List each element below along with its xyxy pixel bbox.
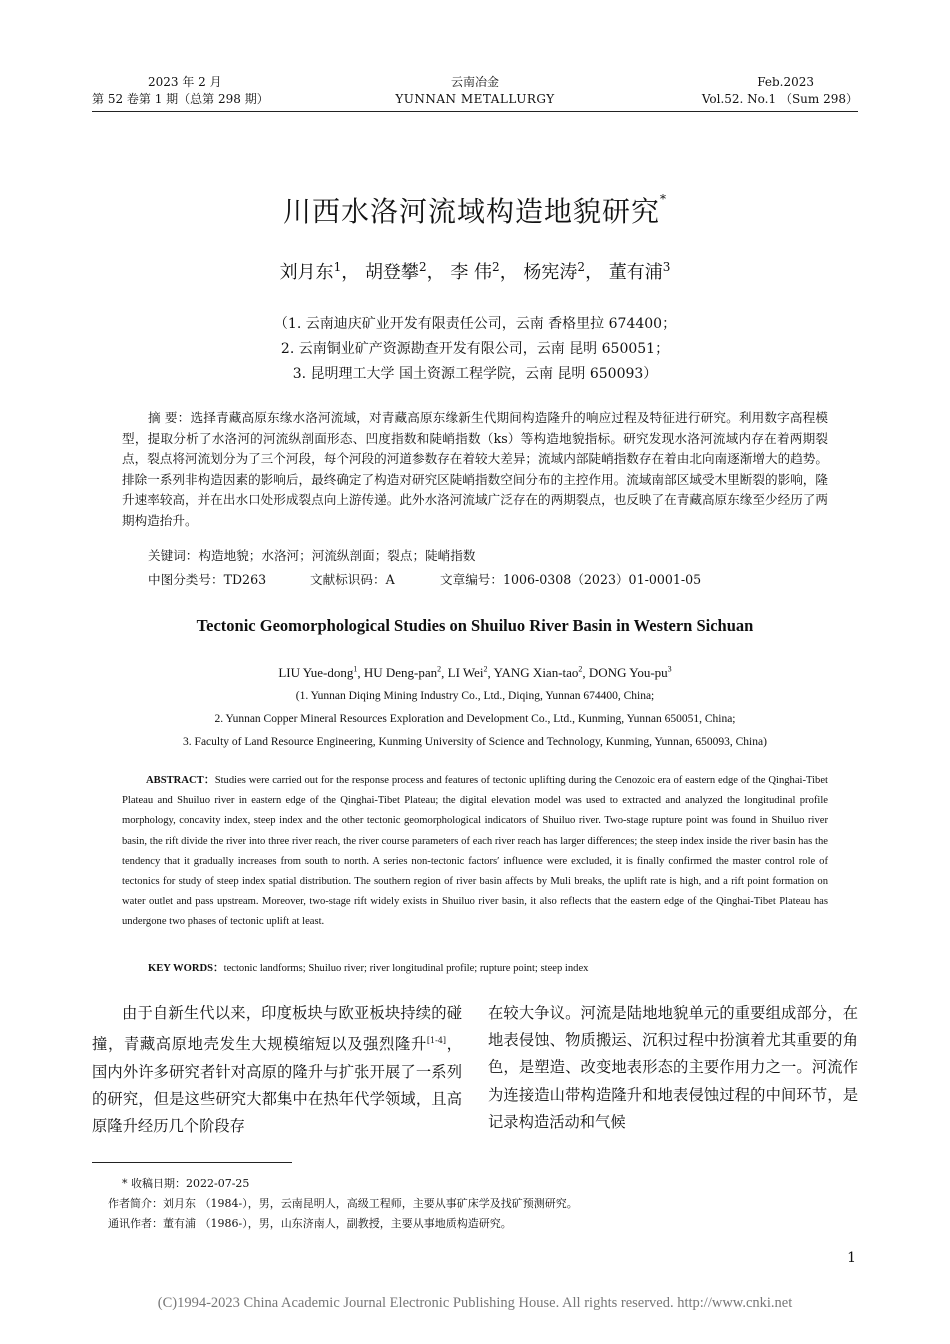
author-en: HU Deng-pan$^2$: [363, 665, 442, 681]
author: 杨宪涛$^2$: [523, 260, 586, 283]
header-volume-en: Vol.52. No.1 （Sum 298）: [701, 92, 858, 106]
keywords-en-text: tectonic landforms; Shuiluo river; river longitudinal profile; rupture point; steep index: [223, 963, 589, 974]
header-issue-en: [558, 74, 858, 108]
title-text: 川西水洛河流域构造地貌研究: [282, 195, 660, 228]
journal-name-cn: 云南冶金: [450, 75, 499, 89]
author: 刘月东$^1$: [279, 260, 342, 283]
body-column-left: [92, 1000, 462, 1140]
article-number-label: 文章编号：: [440, 572, 503, 587]
header-volume-cn: 第 52 卷第 1 期（总第 298 期）: [92, 92, 269, 106]
author: 董有浦$^3$: [608, 260, 671, 283]
english-title: Tectonic Geomorphological Studies on Shuiluo River Basin in Western Sichuan: [196, 616, 754, 635]
english-author-list: LIU Yue-dong$^1$, HU Deng-pan$^2$, LI Wei$^2$, YANG Xian-tao$^2$, DONG You-$pu^3$: [278, 665, 672, 681]
doc-code-label: 文献标识码：: [310, 572, 386, 587]
abstract-en-label: ABSTRACT：: [146, 775, 215, 786]
footnote-corresponding: 通讯作者：董有浦 （1986-），男，山东济南人，副教授，主要从事地质构造研究。: [108, 1217, 512, 1230]
classification-line: [148, 569, 701, 588]
abstract-cn-label: 摘 要：: [148, 410, 191, 425]
keywords-cn-label: 关键词：: [148, 548, 199, 563]
abstract-en-text: Studies were carried out for the response process and features of tectonic uplifting during the Cenozoic era of eastern edge of the Qinghai-Tibet Plateau and Shuiluo river in eastern edge of the Qinghai-Tibet Plateau; the digital elevation model was used to extracted and analyzed the longitudinal profile morphology, concavity index, steep index and the other tectonic geomorphological indicators of Shuiluo river. Two-stage rupture point was found in Shuiluo river basin, the rift divide the river into three river reach, the river course parameters of each river reach has larger differences; the steep index inside the river basin has the tendency that it gradually increases from south to north. A series non-tectonic factors′ influence were excluded, it is finally confirmed the master control role of tectonics for study of steep index spatial distribution. The southern region of river basin affects by Muli breaks, the uplift rate is high, and a rift point formation on water outlet and pass upstream. Moreover, two-stage rift widely exists in Shuiluo river basin, it also reflects that the eastern edge of the Qinghai-Tibet Plateau has undergone two phases of tectonic uplift at least.: [122, 775, 828, 928]
title-footnote-mark: *: [660, 192, 667, 206]
header-rule: [92, 111, 858, 112]
affiliation-en: (1. Yunnan Diqing Mining Industry Co., Ltd., Diqing, Yunnan 674400, China;: [295, 690, 655, 702]
abstract-cn: [122, 408, 828, 531]
footnote-received: * 收稿日期：2022-07-25: [122, 1177, 250, 1190]
clc-value: TD263: [223, 572, 267, 587]
body-column-right: [488, 1000, 858, 1136]
footnote-rule: [92, 1162, 292, 1163]
citation: [1-4]: [426, 1036, 447, 1046]
affiliation: 3. 昆明理工大学 国土资源工程学院，云南 昆明 650093）: [292, 366, 658, 382]
body-text: ，国内外许多研究者针对高原的隆升与扩张开展了一系列的研究，但是这些研究大都集中在热年代学领域，且高原隆升经历几个阶段存: [92, 1035, 462, 1135]
author-list: 刘月东$^1$， 胡登攀$^2$， 李 伟$^2$， 杨宪涛$^2$， 董有浦$^3$: [279, 260, 671, 283]
header-date-en: Feb.2023: [757, 75, 814, 89]
footnote-author: 作者简介：刘月东 （1984-），男，云南昆明人，高级工程师，主要从事矿床学及找矿预测研究。: [108, 1197, 578, 1210]
abstract-cn-text: 选择青藏高原东缘水洛河流域，对青藏高原东缘新生代期间构造隆升的响应过程及特征进行研究。利用数字高程模型，提取分析了水洛河的河流纵剖面形态、凹度指数和陡峭指数（ks）等构造地貌指标。研究发现水洛河流域内存在着两期裂点，裂点将河流划分为了三个河段，每个河段的河道参数存在着较大差异；流域内部陡峭指数存在着由北向南逐渐增大的趋势。排除一系列非构造因素的影响后，最终确定了构造对研究区陡峭指数空间分布的主控作用。流域南部区域受木里断裂的影响，隆升速率较高，并在出水口处形成裂点向上游传递。此外水洛河流域广泛存在的两期裂点，也反映了在青藏高原东缘至少经历了两期构造抬升。: [122, 410, 828, 528]
article-title: [0, 190, 950, 230]
author-en: DONG You-$pu^3$: [588, 665, 672, 681]
affiliation-en: 2. Yunnan Copper Mineral Resources Exploration and Development Co., Ltd., Kunming, Yunnan 650051, China;: [214, 713, 736, 725]
author: 李 伟$^2$: [450, 260, 500, 283]
keywords-en-label: KEY WORDS：: [148, 963, 224, 974]
keywords-cn-text: 构造地貌；水洛河；河流纵剖面；裂点；陡峭指数: [198, 548, 476, 563]
keywords-en: [148, 960, 588, 975]
affiliation: （1. 云南迪庆矿业开发有限责任公司，云南 香格里拉 674400；: [273, 316, 677, 332]
body-text: 在较大争议。河流是陆地地貌单元的重要组成部分，在地表侵蚀、物质搬运、沉积过程中扮演着尤其重要的角色，是塑造、改变地表形态的主要作用力之一。河流作为连接造山带构造隆升和地表侵蚀过程的中间环节，是记录构造活动和气候: [488, 1004, 858, 1131]
footnotes: [108, 1174, 578, 1234]
article-number-value: 1006-0308（2023）01-0001-05: [502, 572, 702, 587]
author-en: LIU Yue-dong$^1$: [278, 665, 358, 681]
author: 胡登攀$^2$: [364, 260, 427, 283]
page-number: 1: [847, 1250, 856, 1266]
header-date-cn: 2023 年 2 月: [148, 75, 222, 89]
journal-name-en: YUNNAN METALLURGY: [395, 92, 555, 106]
doc-code-value: A: [385, 572, 395, 587]
body-text: 由于自新生代以来，印度板块与欧亚板块持续的碰撞，青藏高原地壳发生大规模缩短以及强烈隆升: [92, 1004, 462, 1054]
author-en: YANG Xian-tao$^2$: [493, 665, 583, 681]
affiliation-en: 3. Faculty of Land Resource Engineering, Kunming University of Science and Technology, Kunming, Yunnan, 650093, China): [183, 736, 767, 748]
abstract-en: [122, 771, 828, 933]
keywords-cn: [148, 545, 475, 564]
author-en: LI Wei$^2$: [447, 665, 488, 681]
affiliation: 2. 云南铜业矿产资源勘查开发有限公司，云南 昆明 650051；: [280, 341, 670, 357]
copyright-watermark: (C)1994-2023 China Academic Journal Electronic Publishing House. All rights reserved. http://www.cnki.net: [157, 1295, 793, 1311]
affiliations-cn: [0, 312, 950, 387]
clc-label: 中图分类号：: [148, 572, 224, 587]
